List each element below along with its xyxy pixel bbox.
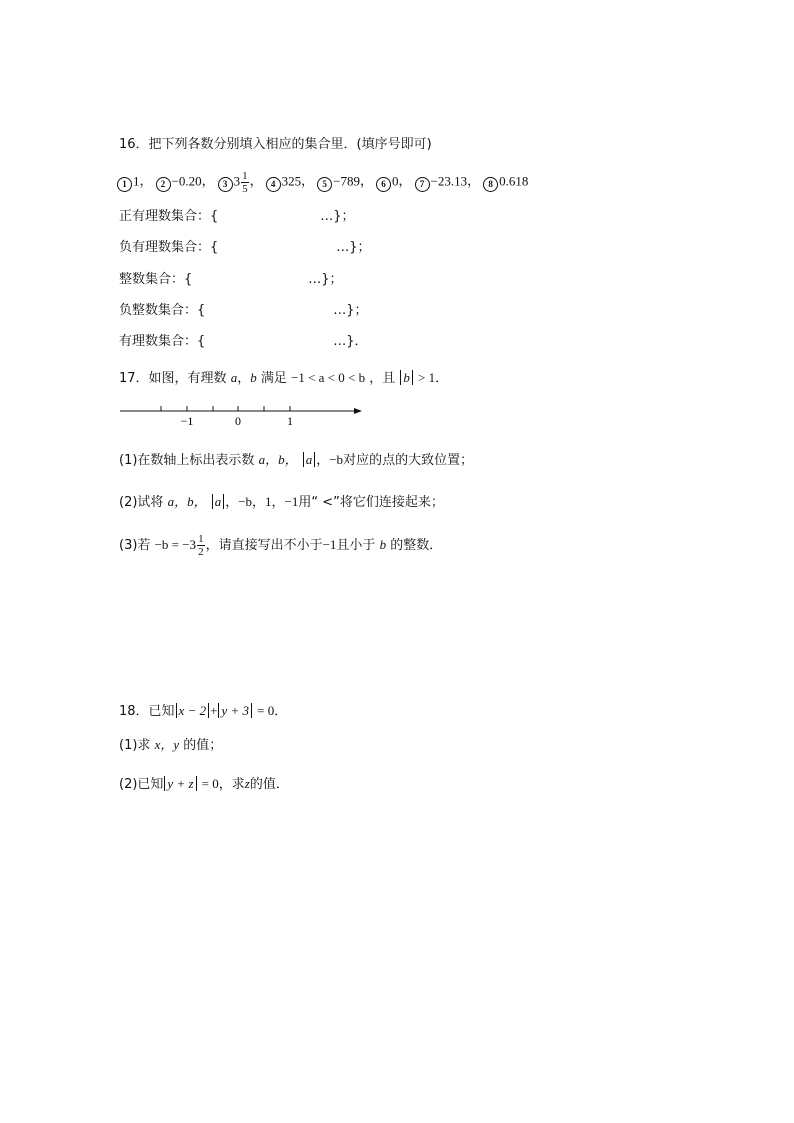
set-label: 正有理数集合：{ xyxy=(119,209,219,224)
q17-p1-vars: a，b， xyxy=(258,452,298,467)
q17-p3-minus-one: −1 xyxy=(322,537,337,552)
separator: ， xyxy=(360,173,374,189)
circled-number-2: 2 xyxy=(156,177,171,192)
number-value: −0.20 xyxy=(171,173,202,189)
abs-b: b xyxy=(400,370,413,385)
q18-stem xyxy=(119,703,287,720)
q17-part-3 xyxy=(119,528,442,562)
var-a: a xyxy=(230,370,238,385)
circled-number-4: 4 xyxy=(266,177,281,192)
circled-number-5: 5 xyxy=(317,177,332,192)
separator: ， xyxy=(398,173,412,189)
set-end: …}； xyxy=(308,272,343,287)
set-line xyxy=(119,240,371,256)
q17-stem-text: 满足 xyxy=(260,371,287,386)
q17-part-2 xyxy=(119,494,444,511)
fraction xyxy=(241,170,249,195)
number-line xyxy=(116,400,368,430)
mixed-number-whole: 3 xyxy=(233,173,241,189)
q16-stem: 16．把下列各数分别填入相应的集合里．(填序号即可) xyxy=(119,137,432,152)
number-value: 0 xyxy=(392,173,399,189)
q17-inequality: −1 < a < 0 < b xyxy=(291,370,366,385)
q17-p1-text: 对应的点的大致位置； xyxy=(343,453,474,468)
q17-p3-text: (3)若 xyxy=(119,538,151,553)
number-value: −23.13 xyxy=(430,173,468,189)
q17-stem-text: 17．如图，有理数 xyxy=(119,371,227,386)
q17-stem xyxy=(119,370,448,387)
q17-p2-vars: a，b， xyxy=(167,494,207,509)
q17-p3-text: 的整数． xyxy=(390,538,443,553)
var-b: b xyxy=(250,370,257,385)
separator: ， xyxy=(201,173,215,189)
circled-number-3: 3 xyxy=(218,177,233,192)
circled-number-6: 6 xyxy=(376,177,391,192)
set-line xyxy=(119,272,343,288)
set-line xyxy=(119,209,355,225)
abs-y-plus-z: y + z xyxy=(164,776,196,791)
q18-part-2 xyxy=(119,776,289,793)
q17-p1-neg-b: ，−b xyxy=(316,452,344,467)
q17-p3-text: 且小于 xyxy=(336,538,376,553)
frac-den: 2 xyxy=(198,546,204,558)
q18-p2-text: (2)已知 xyxy=(119,777,164,792)
set-end: …}； xyxy=(333,303,368,318)
q16-number-list xyxy=(117,170,529,195)
set-end: …}； xyxy=(320,209,355,224)
q18-p2-text: 的值． xyxy=(249,777,289,792)
set-label: 有理数集合：{ xyxy=(119,334,206,349)
set-label: 整数集合：{ xyxy=(119,272,193,287)
var-z: z xyxy=(244,776,250,791)
equals-zero: = 0． xyxy=(257,703,288,718)
axis-label-minus-one: −1 xyxy=(180,414,194,428)
set-line xyxy=(119,334,368,350)
set-end: …}． xyxy=(333,334,368,349)
plus-sign: + xyxy=(210,703,218,718)
set-end: …}； xyxy=(336,240,371,255)
set-line xyxy=(119,303,368,319)
comma: ， xyxy=(237,371,251,386)
fraction-one-half xyxy=(197,533,205,558)
q17-p3-equation: −b = −3 xyxy=(154,537,197,552)
q17-part-1 xyxy=(119,452,473,469)
axis-label-one: 1 xyxy=(287,414,293,428)
q17-p2-values: ，−b，1，−1 xyxy=(225,494,299,509)
separator: ， xyxy=(301,173,315,189)
q18-p2-text: ，求 xyxy=(218,777,245,792)
set-label: 负有理数集合：{ xyxy=(119,240,219,255)
separator: ， xyxy=(467,173,481,189)
set-label: 负整数集合：{ xyxy=(119,303,206,318)
q17-gt-one: > 1． xyxy=(418,370,449,385)
circled-number-1: 1 xyxy=(117,177,132,192)
abs-a: a xyxy=(303,452,316,467)
q17-p2-text: 用“ <”将它们连接起来； xyxy=(298,495,444,510)
q17-p3-text: ，请直接写出不小于 xyxy=(205,538,323,553)
var-b: b xyxy=(379,537,387,552)
q18-part-1 xyxy=(119,737,222,754)
separator: ， xyxy=(139,173,153,189)
number-value: 0.618 xyxy=(499,173,529,189)
separator: ， xyxy=(249,173,263,189)
frac-num: 1 xyxy=(242,170,248,182)
frac-num: 1 xyxy=(198,533,204,545)
number-value: 1 xyxy=(133,173,140,189)
q18-p1-text: (1)求 xyxy=(119,738,151,753)
equals-zero: = 0 xyxy=(201,776,219,791)
circled-number-7: 7 xyxy=(415,177,430,192)
q17-stem-text: ，且 xyxy=(369,371,396,386)
q18-stem-text: 18．已知 xyxy=(119,704,175,719)
q17-p1-text: (1)在数轴上标出表示数 xyxy=(119,453,255,468)
number-value: −789 xyxy=(333,173,360,189)
q17-p2-text: (2)试将 xyxy=(119,495,164,510)
abs-a: a xyxy=(212,494,225,509)
abs-x-minus-2: x − 2 xyxy=(176,703,210,718)
q18-p1-text: 的值； xyxy=(183,738,223,753)
number-value: 325 xyxy=(281,173,302,189)
axis-label-zero: 0 xyxy=(235,414,241,428)
frac-den: 5 xyxy=(242,183,248,195)
circled-number-8: 8 xyxy=(483,177,498,192)
abs-y-plus-3: y + 3 xyxy=(218,703,252,718)
q18-p1-vars: x，y xyxy=(154,737,180,752)
